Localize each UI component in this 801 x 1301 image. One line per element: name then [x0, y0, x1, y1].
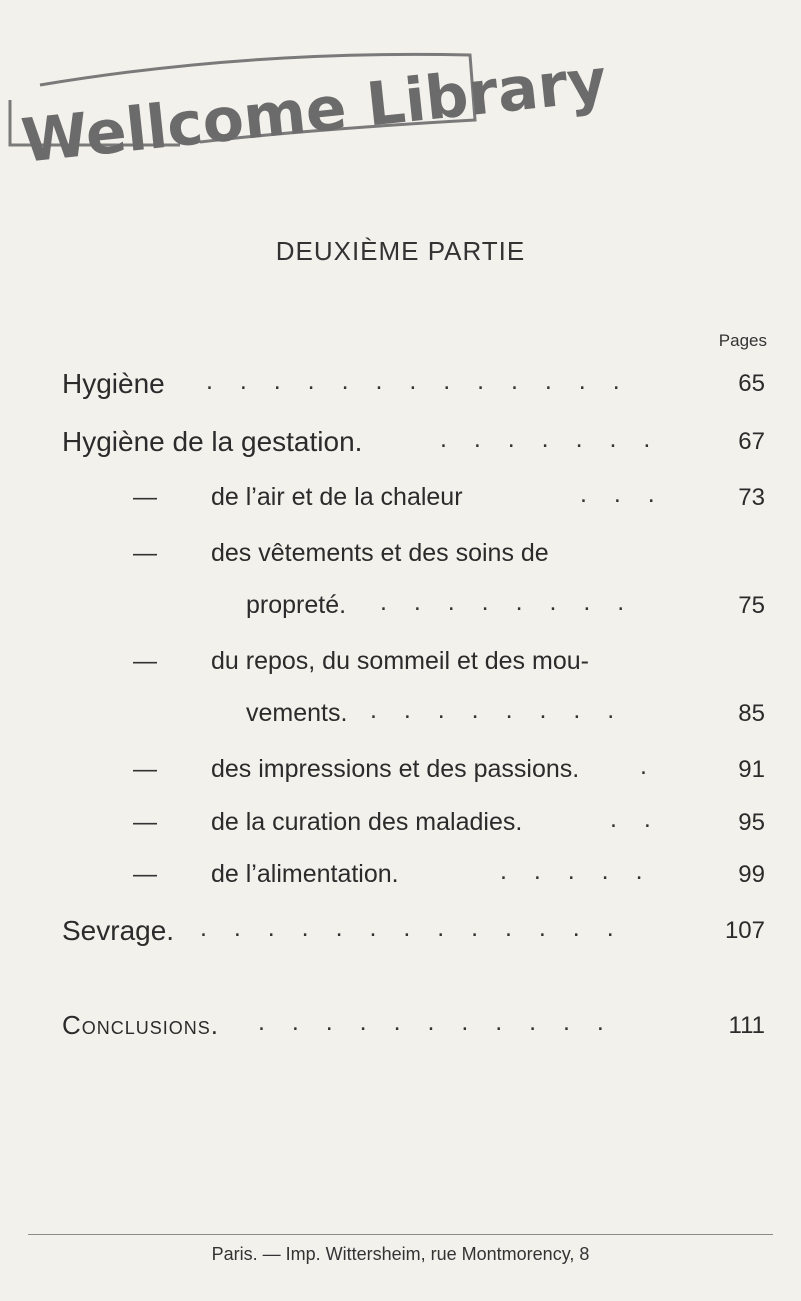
toc-entry-label: de la curation des maladies.: [211, 808, 523, 836]
section-title: DEUXIÈME PARTIE: [275, 236, 526, 266]
toc-page-number: 107: [724, 917, 765, 944]
toc-entry-label: des impressions et des passions.: [211, 755, 580, 783]
footer-rule: [28, 1234, 773, 1235]
printer-footer: Paris. — Imp. Wittersheim, rue Montmorency, 8: [211, 1244, 590, 1264]
toc-leader: . . . . . . . . . . . . .: [200, 914, 624, 942]
toc-leader: . .: [610, 805, 661, 833]
toc-dash: —: [133, 648, 157, 675]
svg-text:Wellcome Library: Wellcome Library: [18, 45, 610, 177]
toc-page-number: 65: [738, 370, 765, 397]
toc-entry-label: Hygiène de la gestation.: [62, 426, 363, 457]
toc-entry-label: de l’alimentation.: [211, 860, 399, 888]
toc-page-number: 75: [738, 592, 765, 619]
toc-page-number: 85: [738, 700, 765, 727]
toc-dash: —: [133, 484, 157, 511]
toc-leader: . . . . . . . . . . .: [258, 1008, 614, 1036]
toc-page-number: 91: [738, 756, 765, 783]
toc-entry-label-continued: vements.: [246, 699, 348, 727]
toc-dash: —: [133, 756, 157, 783]
toc-page-number: 67: [738, 428, 765, 455]
toc-leader: . . . . . . . .: [370, 696, 625, 724]
pages-column-header: Pages: [718, 331, 767, 350]
toc-dash: —: [133, 809, 157, 836]
toc-entry-conclusions: Conclusions.: [62, 1010, 220, 1040]
toc-dash: —: [133, 540, 157, 567]
toc-entry-label: de l’air et de la chaleur: [211, 483, 463, 511]
toc-dash: —: [133, 861, 157, 888]
toc-page-number: 73: [738, 484, 765, 511]
toc-entry-label: Hygiène: [62, 368, 165, 399]
toc-entry-label: du repos, du sommeil et des mou-: [211, 647, 589, 675]
toc-leader: . . . . . . .: [440, 425, 661, 453]
toc-leader: .: [640, 752, 657, 780]
toc-entry-label-continued: propreté.: [246, 591, 347, 619]
toc-leader: . . . . . . . .: [380, 588, 635, 616]
toc-page-number: 95: [738, 809, 765, 836]
toc-leader: . . .: [580, 480, 665, 508]
toc-entry-label: Sevrage.: [62, 915, 175, 946]
library-stamp: [0, 30, 610, 177]
toc-entry-label: des vêtements et des soins de: [211, 539, 549, 567]
toc-page-number: 99: [738, 861, 765, 888]
toc-page-number: 111: [728, 1012, 765, 1039]
toc-leader: . . . . .: [500, 857, 653, 885]
toc-leader: . . . . . . . . . . . . .: [206, 367, 630, 395]
